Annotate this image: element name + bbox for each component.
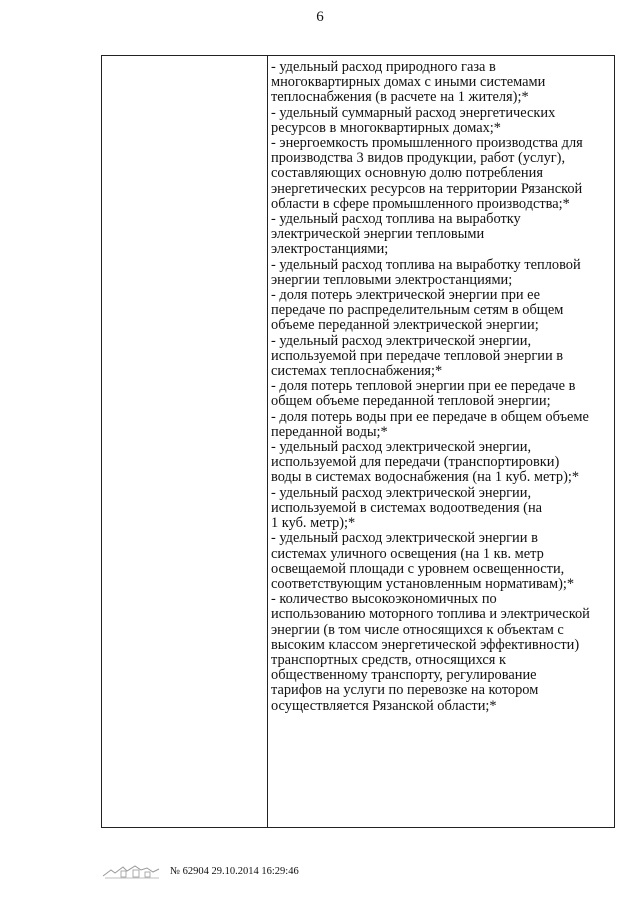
indicator-line: объеме переданной электрической энергии;: [271, 317, 539, 334]
indicator-line: составляющих основную долю потребления: [271, 165, 543, 182]
indicator-line: освещаемой площади с уровнем освещенности,: [271, 560, 565, 577]
indicator-line: используемой при передаче тепловой энергии в: [271, 347, 564, 364]
indicator-line: воды в системах водоснабжения (на 1 куб. метр);*: [271, 469, 580, 486]
column-divider: [267, 56, 268, 827]
indicator-line: 1 куб. метр);*: [271, 515, 356, 532]
indicator-line: области в сфере промышленного производства;*: [271, 195, 570, 212]
indicator-line: энергии тепловыми электростанциями;: [271, 271, 513, 288]
indicator-line: переданной воды;*: [271, 423, 388, 440]
indicator-line: тарифов на услуги по перевозке на котором: [271, 682, 539, 699]
indicator-line: многоквартирных домах с иными системами: [271, 74, 546, 91]
footer: [101, 862, 401, 888]
registration-number: № 62904 29.10.2014 16:29:46: [170, 866, 299, 877]
indicator-line: - удельный расход электрической энергии,: [271, 439, 532, 456]
indicator-line: - удельный расход природного газа в: [271, 59, 496, 75]
indicator-line: общем объеме переданной тепловой энергии;: [271, 393, 551, 410]
indicator-line: энергетических ресурсов на территории Рязанской: [271, 180, 583, 197]
indicator-line: используемой в системах водоотведения (на: [271, 499, 543, 516]
indicator-line: - удельный расход электрической энергии,: [271, 332, 532, 349]
indicator-line: транспортных средств, относящихся к: [271, 651, 506, 668]
indicator-table: [101, 55, 615, 828]
registry-stamp-icon: [101, 862, 163, 884]
indicator-line: энергии (в том числе относящихся к объектам с: [271, 621, 564, 638]
indicator-line: использованию моторного топлива и электрической: [271, 606, 590, 623]
indicator-line: соответствующим установленным нормативам);*: [271, 575, 575, 592]
indicator-line: - количество высокоэкономичных по: [271, 591, 497, 608]
indicator-line: электростанциями;: [271, 241, 389, 258]
indicator-line: - удельный расход топлива на выработку: [271, 211, 521, 228]
indicator-line: осуществляется Рязанской области;*: [271, 697, 497, 714]
indicator-line: - доля потерь воды при ее передаче в общем объеме: [271, 408, 589, 425]
indicator-list: [271, 60, 614, 714]
indicator-line: - удельный суммарный расход энергетических: [271, 104, 556, 121]
indicator-line: - удельный расход топлива на выработку тепловой: [271, 256, 581, 273]
indicator-line: системах уличного освещения (на 1 кв. метр: [271, 545, 544, 562]
indicator-line: используемой для передачи (транспортировки): [271, 454, 560, 471]
indicator-line: общественному транспорту, регулирование: [271, 667, 537, 684]
indicator-line: - доля потерь электрической энергии при ее: [271, 287, 540, 304]
indicator-line: производства 3 видов продукции, работ (услуг),: [271, 150, 566, 167]
indicator-line: - энергоемкость промышленного производства для: [271, 135, 583, 152]
indicator-line: высоким классом энергетической эффективности): [271, 636, 580, 653]
indicator-line: системах теплоснабжения;*: [271, 363, 443, 380]
page-number: 6: [316, 9, 324, 25]
indicator-line: - доля потерь тепловой энергии при ее передаче в: [271, 378, 576, 395]
indicator-line: теплоснабжения (в расчете на 1 жителя);*: [271, 89, 529, 106]
indicator-line: электрической энергии тепловыми: [271, 226, 485, 243]
indicator-line: - удельный расход электрической энергии,: [271, 484, 532, 501]
indicator-line: ресурсов в многоквартирных домах;*: [271, 119, 502, 136]
indicator-line: передаче по распределительным сетям в общем: [271, 302, 564, 319]
table-left-cell: [102, 56, 267, 827]
indicator-line: - удельный расход электрической энергии в: [271, 530, 538, 547]
